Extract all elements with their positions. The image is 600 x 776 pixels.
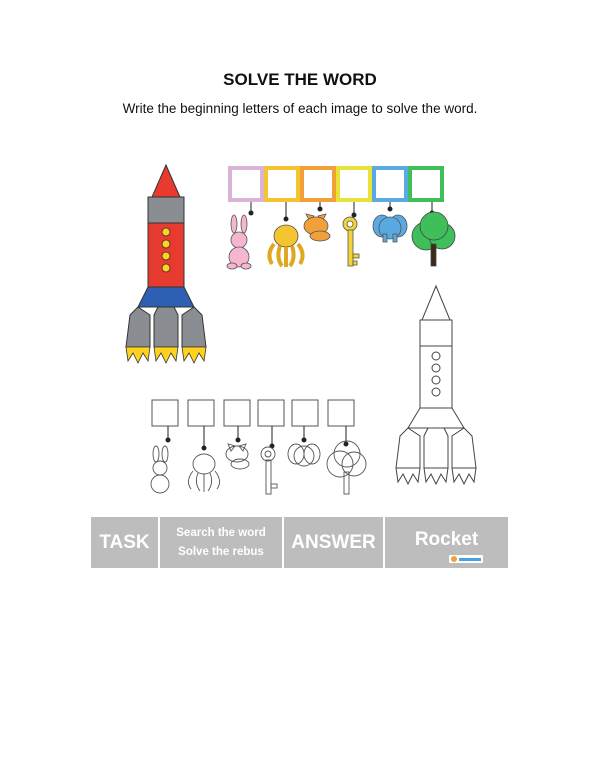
rocket-window bbox=[432, 352, 440, 360]
rocket-nose bbox=[422, 286, 450, 320]
letter-box[interactable] bbox=[338, 168, 370, 200]
answer-label-cell bbox=[284, 517, 385, 568]
rocket-window bbox=[162, 228, 170, 236]
answer-label: ANSWER bbox=[291, 531, 376, 553]
letter-box[interactable] bbox=[374, 168, 406, 200]
rocket-fin-left bbox=[396, 428, 420, 468]
key-icon bbox=[261, 447, 277, 494]
rocket-nose bbox=[152, 165, 180, 197]
rocket-flame bbox=[154, 347, 178, 363]
worksheet-title: SOLVE THE WORD bbox=[223, 70, 377, 89]
rocket-window bbox=[162, 252, 170, 260]
rocket-flame bbox=[452, 468, 476, 484]
letter-box[interactable] bbox=[230, 168, 262, 200]
rocket-window bbox=[432, 364, 440, 372]
rocket-upper-band bbox=[420, 320, 452, 346]
rocket-fin-right bbox=[182, 307, 206, 347]
rocket-illustration-outline bbox=[394, 286, 478, 498]
task-description-cell bbox=[160, 517, 284, 568]
task-line-2: Solve the rebus bbox=[178, 545, 264, 558]
cat-icon bbox=[226, 444, 249, 469]
answer-cell bbox=[385, 517, 508, 568]
task-line-1: Search the word bbox=[176, 526, 266, 539]
letter-box[interactable] bbox=[258, 400, 284, 426]
rocket-window bbox=[162, 240, 170, 248]
rocket-fin-right bbox=[452, 428, 476, 468]
rocket-upper-band bbox=[148, 197, 184, 223]
rabbit-icon bbox=[151, 446, 169, 493]
rocket-window bbox=[432, 376, 440, 384]
rocket-flame bbox=[182, 347, 206, 363]
rocket-flame bbox=[396, 468, 420, 484]
elephant-icon bbox=[373, 215, 407, 242]
letter-box[interactable] bbox=[292, 400, 318, 426]
task-label: TASK bbox=[99, 531, 150, 553]
letter-box[interactable] bbox=[410, 168, 442, 200]
brand-logo-icon bbox=[449, 555, 483, 563]
rocket-flame bbox=[424, 468, 448, 484]
rocket-illustration-color bbox=[126, 165, 226, 370]
letter-box[interactable] bbox=[224, 400, 250, 426]
rabbit-icon bbox=[227, 215, 251, 269]
rocket-fin-center bbox=[424, 428, 448, 468]
task-answer-table bbox=[91, 517, 508, 568]
rocket-skirt bbox=[408, 408, 464, 428]
letter-box[interactable] bbox=[152, 400, 178, 426]
rocket-blue-skirt bbox=[138, 287, 194, 307]
letter-box[interactable] bbox=[188, 400, 214, 426]
tree-icon bbox=[412, 212, 455, 266]
rocket-window bbox=[162, 264, 170, 272]
cat-icon bbox=[304, 214, 330, 241]
letter-box[interactable] bbox=[266, 168, 298, 200]
tree-icon bbox=[327, 441, 366, 494]
task-label-cell bbox=[91, 517, 160, 568]
octopus-icon bbox=[188, 454, 219, 492]
rebus-puzzle-outline bbox=[140, 398, 370, 504]
letter-boxes bbox=[230, 168, 442, 200]
key-icon bbox=[343, 217, 359, 266]
letter-box[interactable] bbox=[302, 168, 334, 200]
rocket-fin-center bbox=[154, 307, 178, 347]
elephant-icon bbox=[288, 444, 320, 466]
rocket-flame bbox=[126, 347, 150, 363]
rocket-fin-left bbox=[126, 307, 150, 347]
rebus-puzzle-color bbox=[220, 166, 450, 276]
worksheet-instructions: Write the beginning letters of each image to solve the word. bbox=[122, 101, 478, 116]
letter-box[interactable] bbox=[328, 400, 354, 426]
answer-text: Rocket bbox=[414, 528, 479, 550]
octopus-icon bbox=[269, 225, 302, 267]
rocket-window bbox=[432, 388, 440, 396]
